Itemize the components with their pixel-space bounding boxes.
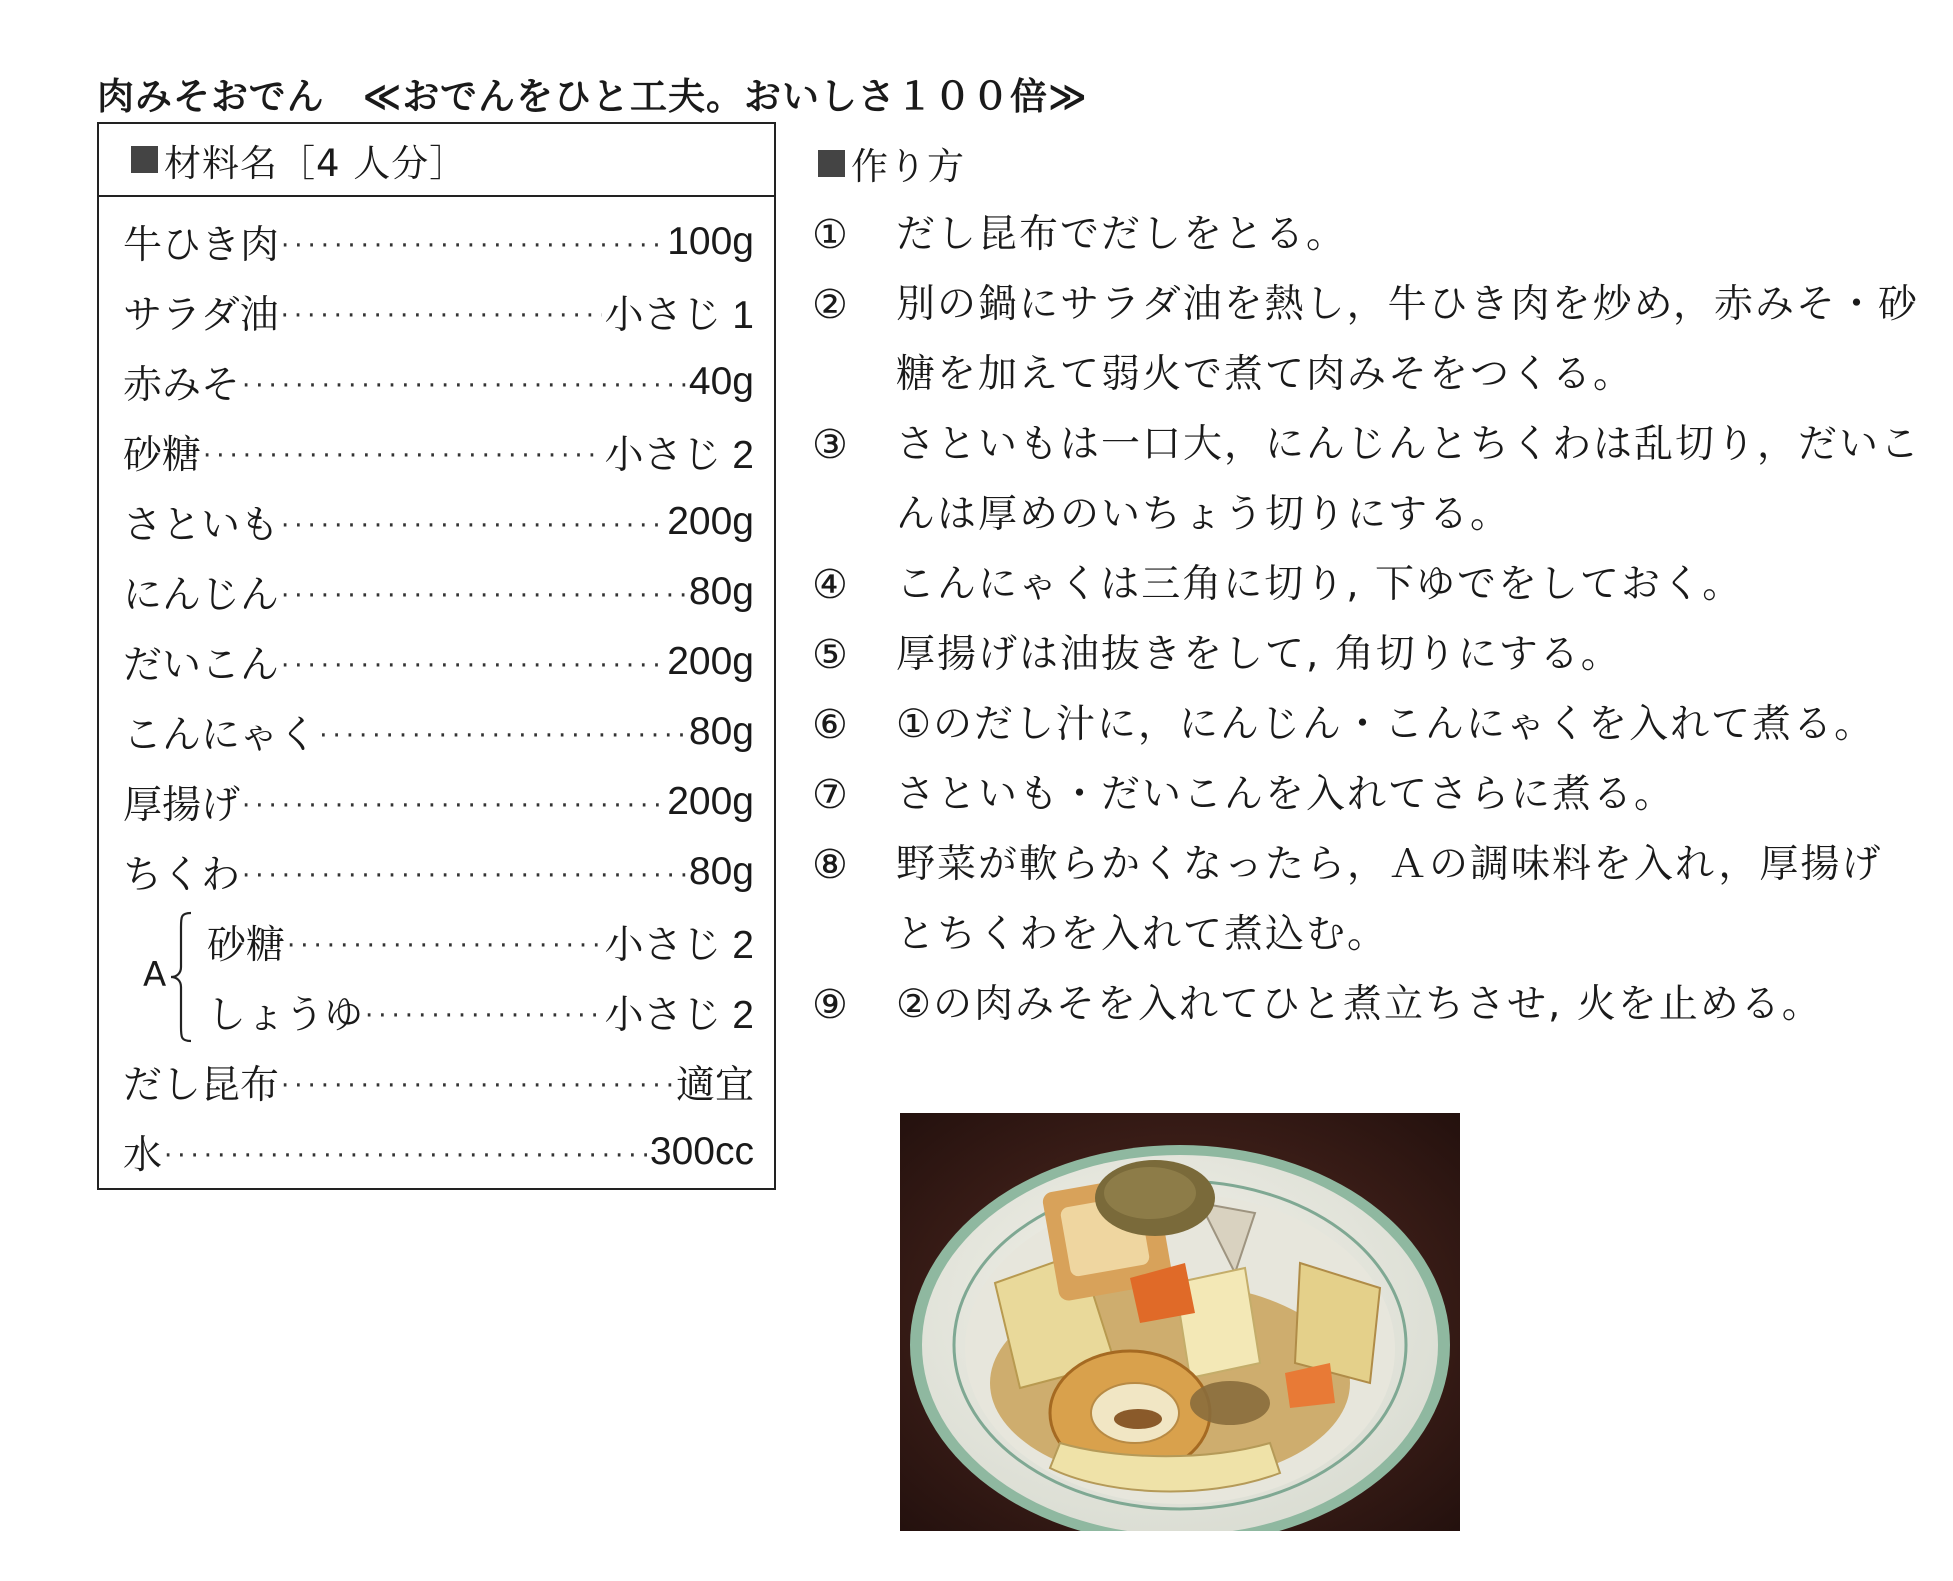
- step-number: ①: [812, 212, 848, 258]
- dot-leader: [281, 573, 687, 611]
- group-a-label: A: [143, 955, 167, 995]
- ingredient-amount: 200g: [667, 500, 754, 543]
- dot-leader: [242, 363, 687, 401]
- curly-brace-icon: [169, 911, 195, 1043]
- step-text: こんにゃくは三角に切り, 下ゆでをしておく。: [896, 562, 1744, 607]
- ingredient-name: にんじん: [123, 573, 280, 618]
- ingredient-row: [123, 417, 754, 487]
- step-number: ⑤: [812, 632, 848, 678]
- ingredient-row: [123, 487, 754, 557]
- recipe-title: [97, 66, 1088, 120]
- ingredient-name: サラダ油: [123, 293, 279, 338]
- step-number: ④: [812, 562, 848, 608]
- dish-photo: [900, 1113, 1460, 1531]
- ingredient-name: ちくわ: [123, 853, 241, 898]
- ingredient-name: しょうゆ: [207, 993, 364, 1038]
- ingredient-name: 牛ひき肉: [123, 223, 280, 268]
- ingredient-amount: 小さじ 2: [604, 924, 754, 967]
- ingredient-name: 砂糖: [207, 923, 286, 968]
- ingredient-amount: 200g: [667, 780, 754, 823]
- ingredient-amount: 小さじ 2: [604, 994, 754, 1037]
- step-text: さといも・だいこんを入れてさらに煮る。: [896, 772, 1676, 817]
- dot-leader: [281, 503, 665, 541]
- recipe-title-main: 肉みそおでん: [97, 75, 325, 118]
- method-step: [812, 830, 1922, 970]
- method-step: [812, 550, 1922, 620]
- ingredient-amount: 小さじ 2: [604, 434, 754, 477]
- step-text: ②の肉みそを入れてひと煮立ちさせ, 火を止める。: [896, 982, 1823, 1027]
- dot-leader: [365, 993, 602, 1031]
- method-step: [812, 690, 1922, 760]
- seasoning-group-a: [123, 907, 754, 1047]
- ingredient-name: 砂糖: [123, 433, 202, 478]
- step-text: 野菜が軟らかくなったら，Ａの調味料を入れ，厚揚げとちくわを入れて煮込む。: [896, 842, 1883, 957]
- method-step: [812, 200, 1922, 270]
- ingredient-amount: 80g: [688, 710, 754, 753]
- oden-dish-illustration: [900, 1113, 1460, 1531]
- ingredient-name: さといも: [123, 503, 280, 548]
- ingredient-name: 赤みそ: [123, 363, 241, 408]
- ingredients-list: [99, 197, 774, 1187]
- step-number: ⑦: [812, 772, 848, 818]
- ingredient-amount: 300cc: [649, 1130, 754, 1173]
- method-header-label: 作り方: [851, 145, 965, 188]
- ingredient-row: [123, 557, 754, 627]
- ingredient-row: [123, 697, 754, 767]
- ingredient-name: だし昆布: [123, 1063, 280, 1108]
- dot-leader: [281, 223, 665, 261]
- ingredient-amount: 100g: [667, 220, 754, 263]
- ingredient-amount: 40g: [688, 360, 754, 403]
- dot-leader: [281, 643, 665, 681]
- step-text: だし昆布でだしをとる。: [896, 212, 1348, 257]
- recipe-title-subtitle: ≪おでんをひと工夫。おいしさ１００倍≫: [362, 75, 1088, 118]
- dot-leader: [281, 1063, 674, 1101]
- step-number: ③: [812, 422, 848, 468]
- ingredients-header-label: 材料名［4 人分］: [164, 141, 468, 185]
- step-text: さといもは一口大，にんじんとちくわは乱切り，だいこんは厚めのいちょう切りにする。: [896, 422, 1922, 537]
- ingredient-name: 厚揚げ: [123, 783, 241, 828]
- dot-leader: [319, 713, 687, 751]
- step-number: ⑥: [812, 702, 848, 748]
- step-text: 別の鍋にサラダ油を熱し，牛ひき肉を炒め，赤みそ・砂糖を加えて弱火で煮て肉みそをつくる。: [896, 282, 1920, 397]
- method-step: [812, 970, 1922, 1040]
- method-header: [818, 136, 965, 190]
- step-text: ①のだし汁に，にんじん・こんにゃくを入れて煮る。: [896, 702, 1876, 747]
- step-number: ②: [812, 282, 848, 328]
- ingredient-amount: 80g: [688, 570, 754, 613]
- dot-leader: [164, 1133, 648, 1171]
- square-bullet-icon: [131, 146, 158, 173]
- ingredient-amount: 適宜: [675, 1064, 754, 1107]
- ingredient-row: [123, 277, 754, 347]
- dot-leader: [281, 293, 603, 331]
- method-step: [812, 410, 1922, 550]
- ingredients-header: [99, 124, 774, 197]
- step-number: ⑧: [812, 842, 848, 888]
- dot-leader: [242, 853, 687, 891]
- ingredient-row: [123, 627, 754, 697]
- square-bullet-icon: [818, 150, 845, 177]
- ingredient-amount: 小さじ 1: [604, 294, 754, 337]
- step-text: 厚揚げは油抜きをして, 角切りにする。: [896, 632, 1622, 677]
- ingredient-row: [123, 837, 754, 907]
- ingredient-name: 水: [123, 1133, 163, 1178]
- ingredient-row: [123, 347, 754, 417]
- method-step: [812, 270, 1922, 410]
- ingredient-amount: 80g: [688, 850, 754, 893]
- ingredient-row: [123, 1117, 754, 1187]
- ingredient-row: [123, 1047, 754, 1117]
- dot-leader: [203, 433, 602, 471]
- method-step: [812, 760, 1922, 830]
- dot-leader: [287, 923, 602, 961]
- step-number: ⑨: [812, 982, 848, 1028]
- ingredient-name: だいこん: [123, 643, 280, 688]
- ingredient-name: こんにゃく: [123, 713, 318, 758]
- method-steps: [812, 200, 1922, 1040]
- dot-leader: [242, 783, 665, 821]
- ingredient-row: [123, 907, 754, 977]
- ingredient-row: [123, 767, 754, 837]
- ingredient-amount: 200g: [667, 640, 754, 683]
- method-step: [812, 620, 1922, 690]
- ingredients-box: [97, 122, 776, 1190]
- ingredient-row: [123, 977, 754, 1047]
- ingredient-row: [123, 207, 754, 277]
